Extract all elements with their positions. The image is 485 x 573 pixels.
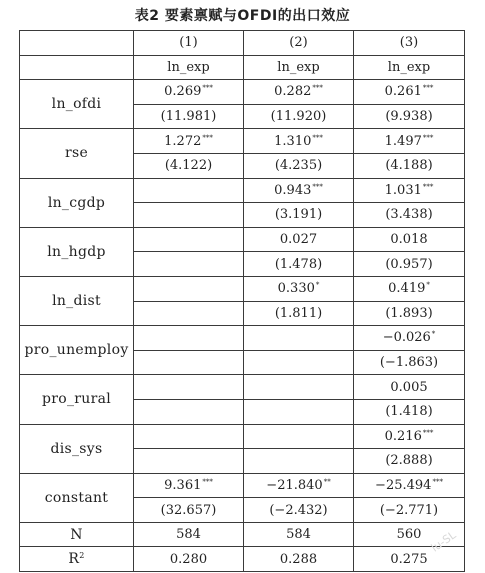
coef-cell xyxy=(244,326,354,351)
significance-stars: *** xyxy=(312,133,323,142)
coef-cell xyxy=(244,424,354,449)
coef-value: 9.361 xyxy=(164,477,202,493)
r2-label-text: R xyxy=(68,551,80,568)
coef-value: 1.310 xyxy=(274,133,312,149)
dependent-var: ln_exp xyxy=(354,55,465,80)
tstat-cell xyxy=(134,399,244,424)
coef-value: 0.027 xyxy=(279,232,318,248)
stub-cell xyxy=(20,55,134,80)
coef-cell xyxy=(244,375,354,400)
col-number: (2) xyxy=(244,31,354,56)
r2-value: 0.280 xyxy=(134,547,244,572)
r2-superscript: 2 xyxy=(79,551,85,561)
coef-cell xyxy=(354,276,465,301)
n-value: 584 xyxy=(244,522,354,547)
header-row-dependent xyxy=(20,55,465,80)
coef-cell xyxy=(244,227,354,252)
r2-value: 0.275 xyxy=(354,547,465,572)
significance-stars: *** xyxy=(422,133,434,142)
tstat-cell xyxy=(244,350,354,375)
coef-value: 1.272 xyxy=(164,133,202,149)
tstat-cell: (0.957) xyxy=(354,252,465,277)
col-number: (3) xyxy=(354,31,465,56)
tstat-cell xyxy=(134,203,244,228)
significance-stars: *** xyxy=(422,84,434,93)
variable-name: pro_rural xyxy=(20,375,134,424)
tstat-cell: (4.235) xyxy=(244,153,354,178)
tstat-cell: (1.811) xyxy=(244,301,354,326)
r2-label xyxy=(20,547,134,572)
coef-cell xyxy=(354,80,465,105)
stub-cell xyxy=(20,31,134,56)
coef-row xyxy=(20,473,465,498)
coef-cell xyxy=(244,80,354,105)
coef-row xyxy=(20,129,465,154)
tstat-cell: (32.657) xyxy=(134,498,244,523)
regression-table xyxy=(19,30,465,572)
coef-row xyxy=(20,424,465,449)
significance-stars: *** xyxy=(422,428,434,437)
coef-cell xyxy=(354,424,465,449)
significance-stars: *** xyxy=(422,182,434,191)
tstat-cell: (4.122) xyxy=(134,153,244,178)
tstat-cell xyxy=(244,449,354,474)
coef-value: −21.840 xyxy=(266,477,323,493)
coef-cell xyxy=(244,178,354,203)
coef-cell xyxy=(134,178,244,203)
variable-name: ln_cgdp xyxy=(20,178,134,227)
table-body xyxy=(20,31,465,572)
tstat-cell: (−2.432) xyxy=(244,498,354,523)
tstat-cell: (4.188) xyxy=(354,153,465,178)
n-row xyxy=(20,522,465,547)
coef-value: −0.026 xyxy=(382,330,431,346)
n-value: 584 xyxy=(134,522,244,547)
tstat-cell: (−2.771) xyxy=(354,498,465,523)
variable-name: ln_ofdi xyxy=(20,80,134,129)
watermark: lu-SL xyxy=(428,528,459,555)
significance-stars: *** xyxy=(202,133,213,142)
coef-cell xyxy=(244,276,354,301)
coef-cell xyxy=(354,326,465,351)
coef-row xyxy=(20,326,465,351)
tstat-cell: (9.938) xyxy=(354,104,465,129)
coef-value: 0.943 xyxy=(274,182,312,198)
variable-name: dis_sys xyxy=(20,424,134,473)
significance-stars: *** xyxy=(312,84,323,93)
coef-cell xyxy=(244,473,354,498)
tstat-cell xyxy=(134,252,244,277)
coef-value: 1.497 xyxy=(384,133,422,149)
tstat-cell: (11.981) xyxy=(134,104,244,129)
tstat-cell: (1.478) xyxy=(244,252,354,277)
coef-cell xyxy=(134,473,244,498)
tstat-cell: (11.920) xyxy=(244,104,354,129)
significance-stars: ** xyxy=(323,477,331,486)
coef-value: 0.216 xyxy=(384,428,422,444)
coef-value: 0.018 xyxy=(390,232,428,248)
coef-cell xyxy=(244,129,354,154)
coef-value: 0.269 xyxy=(164,84,202,100)
coef-cell xyxy=(134,80,244,105)
coef-row xyxy=(20,227,465,252)
significance-stars: * xyxy=(315,281,320,290)
coef-cell xyxy=(134,227,244,252)
header-row-numbers xyxy=(20,31,465,56)
coef-value: 0.330 xyxy=(277,281,315,297)
coef-cell xyxy=(134,375,244,400)
tstat-cell: (2.888) xyxy=(354,449,465,474)
significance-stars: *** xyxy=(202,477,213,486)
tstat-cell: (3.191) xyxy=(244,203,354,228)
coef-value: 0.282 xyxy=(274,84,312,100)
variable-name: constant xyxy=(20,473,134,522)
r2-value: 0.288 xyxy=(244,547,354,572)
significance-stars: * xyxy=(426,281,430,290)
r2-row xyxy=(20,547,465,572)
tstat-cell: (1.418) xyxy=(354,399,465,424)
variable-name: ln_hgdp xyxy=(20,227,134,276)
coef-cell xyxy=(134,129,244,154)
coef-cell xyxy=(354,473,465,498)
coef-cell xyxy=(354,375,465,400)
variable-name: rse xyxy=(20,129,134,178)
coef-value: 0.419 xyxy=(388,281,426,297)
variable-name: pro_unemploy xyxy=(20,326,134,375)
coef-row xyxy=(20,276,465,301)
coef-cell xyxy=(354,227,465,252)
coef-value: 0.261 xyxy=(384,84,422,100)
coef-value: −25.494 xyxy=(375,477,432,493)
n-label: N xyxy=(20,522,134,547)
coef-cell xyxy=(134,276,244,301)
coef-value: 1.031 xyxy=(384,182,422,198)
col-number: (1) xyxy=(134,31,244,56)
tstat-cell: (3.438) xyxy=(354,203,465,228)
coef-row xyxy=(20,375,465,400)
coef-cell xyxy=(354,178,465,203)
tstat-cell xyxy=(134,449,244,474)
dependent-var: ln_exp xyxy=(134,55,244,80)
significance-stars: *** xyxy=(202,84,213,93)
tstat-cell xyxy=(134,350,244,375)
significance-stars: * xyxy=(431,330,436,339)
variable-name: ln_dist xyxy=(20,276,134,325)
n-value: 560 xyxy=(354,522,465,547)
coef-cell xyxy=(354,129,465,154)
table-title: 表2 要素禀赋与OFDI的出口效应 xyxy=(134,8,351,24)
tstat-cell xyxy=(244,399,354,424)
coef-cell xyxy=(134,424,244,449)
coef-row xyxy=(20,80,465,105)
significance-stars: *** xyxy=(312,182,323,191)
coef-row xyxy=(20,178,465,203)
coef-value: 0.005 xyxy=(390,379,428,395)
dependent-var: ln_exp xyxy=(244,55,354,80)
tstat-cell: (1.893) xyxy=(354,301,465,326)
tstat-cell xyxy=(134,301,244,326)
tstat-cell: (−1.863) xyxy=(354,350,465,375)
coef-cell xyxy=(134,326,244,351)
significance-stars: *** xyxy=(432,477,443,486)
